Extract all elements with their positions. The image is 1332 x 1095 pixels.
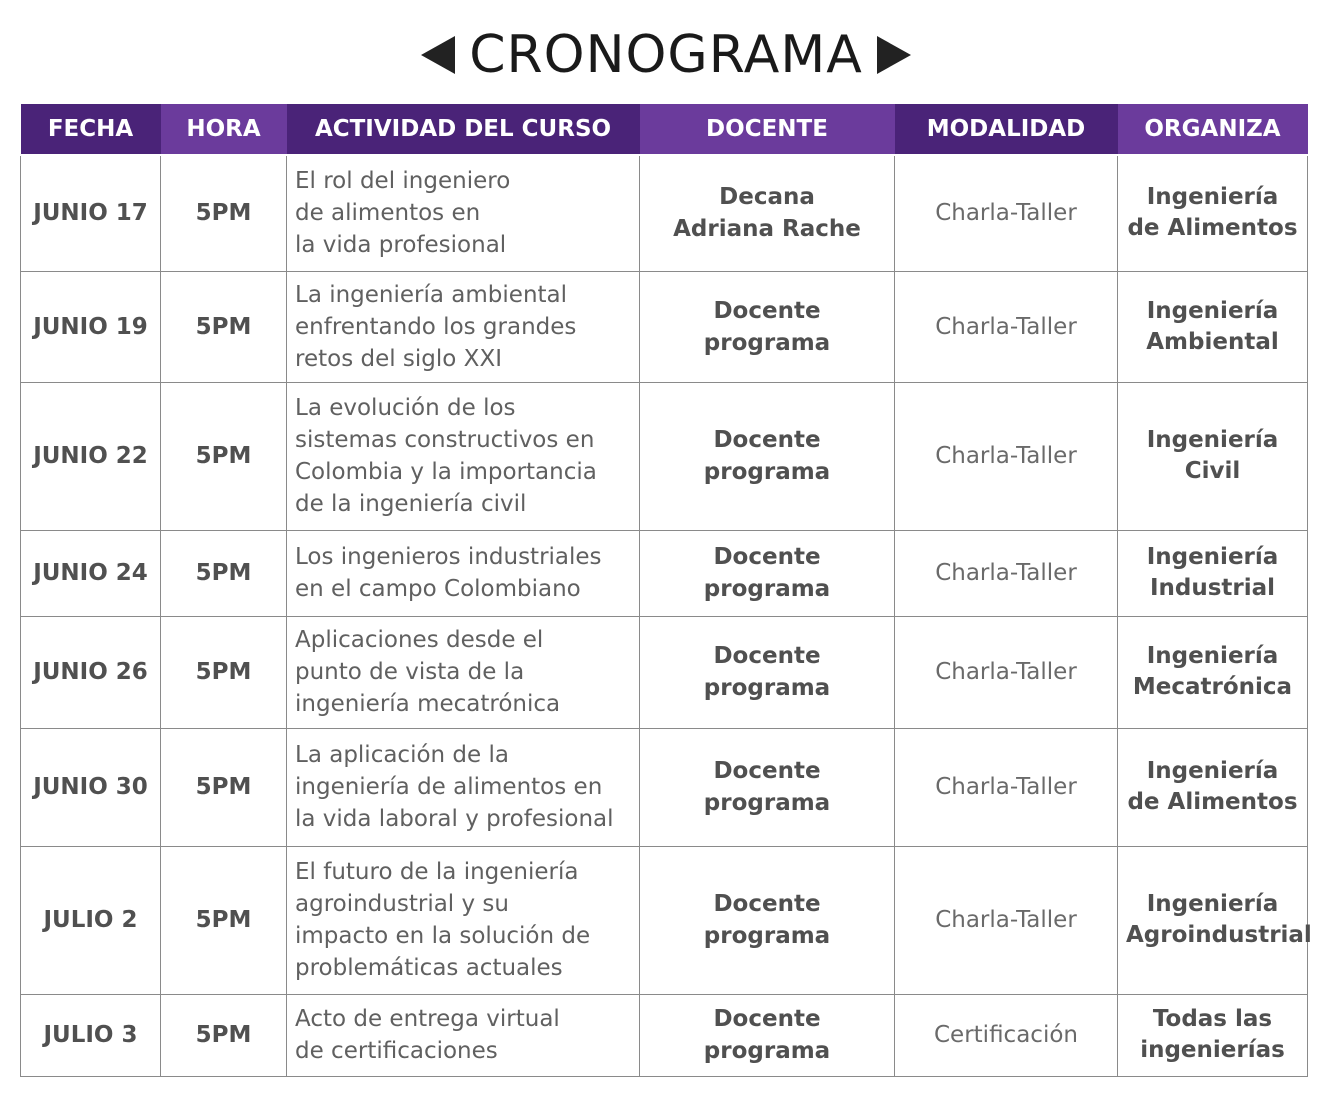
cell-actividad-line: La ingeniería ambiental bbox=[295, 281, 568, 308]
cell-docente bbox=[640, 382, 895, 530]
cell-organiza-line: Ingeniería bbox=[1146, 891, 1279, 917]
cell-docente-line: Docente bbox=[713, 427, 821, 453]
cell-actividad-line: punto de vista de la bbox=[295, 659, 525, 685]
cell-organiza-line: Ingeniería bbox=[1146, 427, 1279, 453]
cell-docente-line: programa bbox=[703, 923, 831, 949]
cell-actividad-line: de la ingeniería civil bbox=[295, 491, 527, 517]
cell-actividad-line: de alimentos en bbox=[295, 200, 481, 227]
cell-hora: 5PM bbox=[161, 155, 287, 271]
cell-actividad-line: enfrentando los grandes bbox=[295, 313, 577, 340]
cell-docente-line: Docente bbox=[713, 297, 821, 324]
cell-organiza-line: de Alimentos bbox=[1127, 215, 1298, 242]
cell-actividad-line: la vida laboral y profesional bbox=[295, 806, 614, 832]
cell-fecha: JULIO 2 bbox=[21, 846, 161, 994]
table-row bbox=[21, 846, 1308, 994]
cell-docente-line: programa bbox=[703, 329, 831, 356]
cell-hora: 5PM bbox=[161, 382, 287, 530]
schedule-body bbox=[21, 155, 1312, 1076]
header-actividad: ACTIVIDAD DEL CURSO bbox=[287, 104, 640, 155]
cell-fecha: JUNIO 19 bbox=[21, 271, 161, 382]
cell-docente bbox=[640, 530, 895, 616]
cell-docente-line: Docente bbox=[713, 1006, 821, 1032]
schedule-table bbox=[20, 104, 1312, 1077]
cell-actividad bbox=[287, 155, 640, 271]
header-hora: HORA bbox=[161, 104, 287, 155]
header-row bbox=[21, 104, 1308, 155]
cell-organiza-line: Ingeniería bbox=[1146, 184, 1279, 211]
cell-fecha: JUNIO 17 bbox=[21, 155, 161, 271]
cell-organiza-line: Industrial bbox=[1149, 575, 1276, 601]
cell-organiza-line: de Alimentos bbox=[1127, 789, 1298, 815]
cell-docente bbox=[640, 728, 895, 846]
cell-actividad-line: ingeniería mecatrónica bbox=[295, 691, 561, 717]
cell-organiza-line: Ingeniería bbox=[1146, 643, 1279, 669]
cell-organiza bbox=[1118, 271, 1308, 382]
cell-modalidad: Charla-Taller bbox=[895, 382, 1118, 530]
cell-docente-line: Docente bbox=[713, 544, 821, 570]
cell-hora: 5PM bbox=[161, 728, 287, 846]
cell-organiza-line: Civil bbox=[1184, 458, 1241, 484]
cell-docente-line: Docente bbox=[713, 643, 821, 669]
cell-actividad bbox=[287, 382, 640, 530]
cell-docente-line: programa bbox=[703, 576, 831, 602]
table-row bbox=[21, 382, 1308, 530]
cell-hora: 5PM bbox=[161, 271, 287, 382]
cell-actividad bbox=[287, 271, 640, 382]
cell-docente-line: programa bbox=[703, 675, 831, 701]
table-row bbox=[21, 728, 1308, 846]
cell-docente-line: Decana bbox=[719, 184, 815, 211]
cell-actividad bbox=[287, 846, 640, 994]
table-row bbox=[21, 994, 1308, 1076]
cell-actividad-line: Los ingenieros industriales bbox=[295, 544, 602, 570]
cell-docente bbox=[640, 846, 895, 994]
cell-actividad-line: Aplicaciones desde el bbox=[295, 627, 544, 653]
cell-docente-line: programa bbox=[703, 1038, 831, 1064]
cell-organiza bbox=[1118, 530, 1308, 616]
cell-fecha: JULIO 3 bbox=[21, 994, 161, 1076]
cell-actividad-line: en el campo Colombiano bbox=[295, 576, 581, 602]
cell-organiza bbox=[1118, 616, 1308, 728]
cell-docente-line: Adriana Rache bbox=[673, 216, 861, 243]
cell-actividad-line: Acto de entrega virtual bbox=[295, 1006, 560, 1032]
cell-actividad-line: La evolución de los bbox=[295, 395, 516, 421]
cell-organiza-line: Todas las bbox=[1152, 1006, 1273, 1032]
cell-actividad bbox=[287, 616, 640, 728]
cell-hora: 5PM bbox=[161, 846, 287, 994]
header-organiza: ORGANIZA bbox=[1118, 104, 1308, 155]
cell-organiza-line: Ingeniería bbox=[1146, 758, 1279, 784]
cell-hora: 5PM bbox=[161, 530, 287, 616]
cell-organiza bbox=[1118, 994, 1308, 1076]
cell-organiza-line: Ingeniería bbox=[1146, 544, 1279, 570]
table-row bbox=[21, 155, 1308, 271]
cell-organiza-line: Ambiental bbox=[1146, 328, 1279, 355]
header-docente: DOCENTE bbox=[640, 104, 895, 155]
header-fecha: FECHA bbox=[21, 104, 161, 155]
cell-docente bbox=[640, 271, 895, 382]
header-modalidad: MODALIDAD bbox=[895, 104, 1118, 155]
cell-modalidad: Charla-Taller bbox=[895, 271, 1118, 382]
cell-fecha: JUNIO 22 bbox=[21, 382, 161, 530]
cell-fecha: JUNIO 24 bbox=[21, 530, 161, 616]
cell-actividad-line: La aplicación de la bbox=[295, 742, 509, 768]
cell-organiza-line: Agroindustrial bbox=[1126, 922, 1312, 948]
triangle-right-icon bbox=[877, 36, 911, 74]
title-text: CRONOGRAMA bbox=[469, 25, 863, 85]
page-title bbox=[0, 22, 1332, 88]
cell-organiza-line: Mecatrónica bbox=[1132, 674, 1293, 700]
cell-hora: 5PM bbox=[161, 616, 287, 728]
cell-actividad bbox=[287, 994, 640, 1076]
cell-docente-line: Docente bbox=[713, 891, 821, 917]
cell-docente-line: programa bbox=[703, 790, 831, 816]
cell-actividad-line: la vida profesional bbox=[295, 232, 507, 259]
cell-actividad-line: impacto en la solución de bbox=[295, 923, 591, 949]
cell-docente-line: programa bbox=[703, 459, 831, 485]
cell-organiza-line: Ingeniería bbox=[1146, 297, 1279, 324]
table-row bbox=[21, 616, 1308, 728]
cell-organiza bbox=[1118, 155, 1308, 271]
cell-actividad-line: de certificaciones bbox=[295, 1038, 498, 1064]
cell-actividad-line: El rol del ingeniero bbox=[295, 168, 511, 195]
cell-actividad-line: agroindustrial y su bbox=[295, 891, 509, 917]
cell-actividad bbox=[287, 530, 640, 616]
cell-docente-line: Docente bbox=[713, 758, 821, 784]
cell-organiza-line: ingenierías bbox=[1140, 1037, 1285, 1063]
cell-modalidad: Certificación bbox=[895, 994, 1118, 1076]
cell-organiza bbox=[1118, 846, 1312, 994]
cell-fecha: JUNIO 30 bbox=[21, 728, 161, 846]
cell-modalidad: Charla-Taller bbox=[895, 155, 1118, 271]
triangle-left-icon bbox=[421, 36, 455, 74]
cell-actividad bbox=[287, 728, 640, 846]
cell-actividad-line: problemáticas actuales bbox=[295, 955, 563, 981]
cell-docente bbox=[640, 155, 895, 271]
cell-actividad-line: retos del siglo XXI bbox=[295, 345, 502, 372]
cell-modalidad: Charla-Taller bbox=[895, 530, 1118, 616]
cell-organiza bbox=[1118, 728, 1308, 846]
cell-actividad-line: ingeniería de alimentos en bbox=[295, 774, 603, 800]
cell-docente bbox=[640, 616, 895, 728]
table-row bbox=[21, 271, 1308, 382]
cell-docente bbox=[640, 994, 895, 1076]
cell-organiza bbox=[1118, 382, 1308, 530]
cell-actividad-line: Colombia y la importancia bbox=[295, 459, 597, 485]
cell-hora: 5PM bbox=[161, 994, 287, 1076]
cell-fecha: JUNIO 26 bbox=[21, 616, 161, 728]
cell-actividad-line: sistemas constructivos en bbox=[295, 427, 595, 453]
cell-modalidad: Charla-Taller bbox=[895, 616, 1118, 728]
cell-modalidad: Charla-Taller bbox=[895, 846, 1118, 994]
table-row bbox=[21, 530, 1308, 616]
cell-actividad-line: El futuro de la ingeniería bbox=[295, 859, 579, 885]
cell-modalidad: Charla-Taller bbox=[895, 728, 1118, 846]
